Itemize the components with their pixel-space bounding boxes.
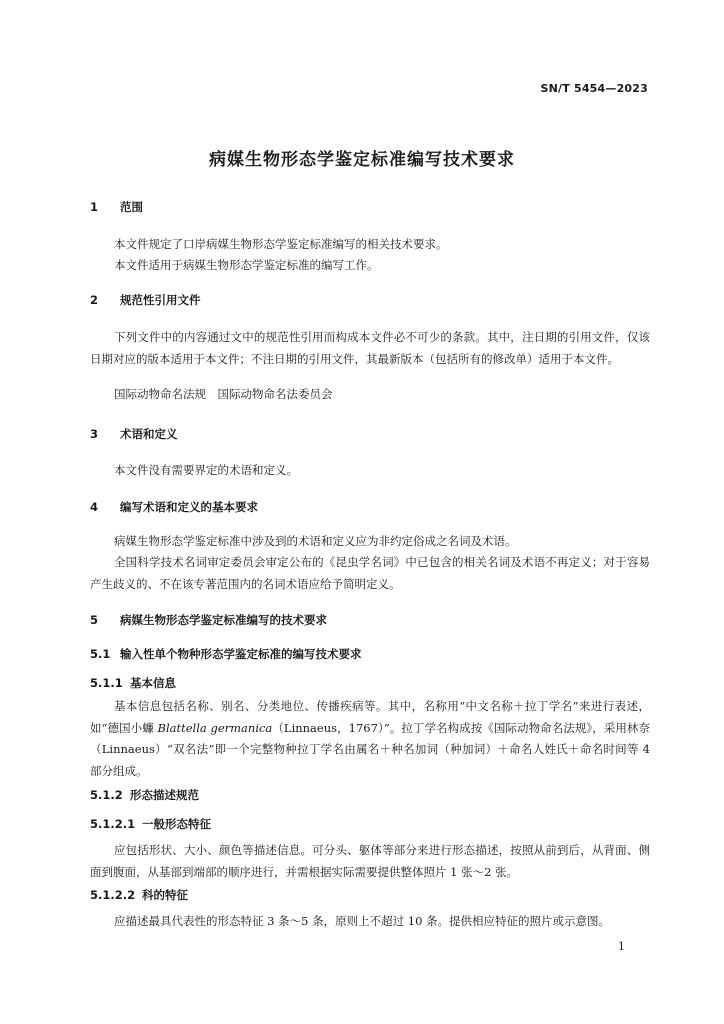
section-5-heading <box>90 612 327 628</box>
section-number: 5.1 <box>90 647 111 661</box>
section-2-heading <box>90 292 201 308</box>
paragraph: 全国科学技术名词审定委员会审定公布的《昆虫学名词》中已包含的相关名词及术语不再定义；对于容易产生歧义的、不在该专著范围内的名词术语应给予简明定义。 <box>90 555 650 591</box>
section-number: 3 <box>90 427 99 441</box>
paragraph-text: （Linnaeus，1767）”。拉丁学名构成按《国际动物命名法规》，采用林奈（Linnaeus）“双名法”即一个完整物种拉丁学名由属名＋种名加词（种加词）＋命名人姓氏＋命名时间等 4 部分组成。 <box>90 720 650 778</box>
section-5-1-1-heading <box>90 675 176 691</box>
paragraph: 应描述最具代表性的形态特征 3 条～5 条，原则上不超过 10 条。提供相应特征的照片或示意图。 <box>114 914 611 928</box>
section-title: 术语和定义 <box>120 427 178 441</box>
latin-name: Blattella germanica <box>157 720 273 735</box>
section-number: 5.1.2 <box>90 788 123 802</box>
section-title: 科的特征 <box>142 888 188 902</box>
paragraph: 应包括形状、大小、颜色等描述信息。可分头、躯体等部分来进行形态描述，按照从前到后，从背面、侧面到腹面，从基部到端部的顺序进行，并需根据实际需要提供整体照片 1 张～2 张。 <box>90 843 650 879</box>
section-5-1-2-2-heading <box>90 887 188 903</box>
section-title: 输入性单个物种形态学鉴定标准的编写技术要求 <box>120 647 362 661</box>
paragraph: 下列文件中的内容通过文中的规范性引用而构成本文件必不可少的条款。其中，注日期的引用文件，仅该日期对应的版本适用于本文件；不注日期的引用文件，其最新版本（包括所有的修改单）适用于本文件。 <box>90 330 650 366</box>
paragraph <box>90 696 650 782</box>
paragraph: 国际动物命名法规 国际动物命名法委员会 <box>114 387 333 401</box>
section-5-1-2-heading <box>90 787 199 803</box>
page-number: 1 <box>618 940 625 953</box>
paragraph-text: 基本信息包括名称、别名、分类地位、传播疾病等。其中，名称用“中文名称＋拉丁学名”来进行表述，如“德国小蠊 <box>90 699 650 735</box>
section-number: 5.1.2.2 <box>90 888 136 902</box>
section-title: 编写术语和定义的基本要求 <box>120 500 259 514</box>
section-number: 1 <box>90 200 99 214</box>
section-number: 5 <box>90 613 99 627</box>
section-title: 范围 <box>120 200 144 214</box>
section-title: 基本信息 <box>130 676 176 690</box>
section-title: 一般形态特征 <box>142 817 211 831</box>
section-title: 形态描述规范 <box>130 788 199 802</box>
paragraph: 本文件没有需要界定的术语和定义。 <box>114 463 298 477</box>
section-number: 4 <box>90 500 99 514</box>
section-5-1-2-1-heading <box>90 816 211 832</box>
paragraph: 本文件规定了口岸病媒生物形态学鉴定标准编写的相关技术要求。 <box>114 237 448 251</box>
section-number: 5.1.2.1 <box>90 817 136 831</box>
section-number: 2 <box>90 293 99 307</box>
section-title: 规范性引用文件 <box>120 293 201 307</box>
section-title: 病媒生物形态学鉴定标准编写的技术要求 <box>120 613 328 627</box>
paragraph: 病媒生物形态学鉴定标准中涉及到的术语和定义应为非约定俗成之名词及术语。 <box>114 534 517 548</box>
section-number: 5.1.1 <box>90 676 123 690</box>
section-3-heading <box>90 426 178 442</box>
section-1-heading <box>90 199 143 215</box>
section-4-heading <box>90 499 258 515</box>
paragraph: 本文件适用于病媒生物形态学鉴定标准的编写工作。 <box>114 258 379 272</box>
section-5-1-heading <box>90 646 362 662</box>
document-code: SN/T 5454—2023 <box>540 82 648 95</box>
page-title: 病媒生物形态学鉴定标准编写技术要求 <box>209 150 515 170</box>
